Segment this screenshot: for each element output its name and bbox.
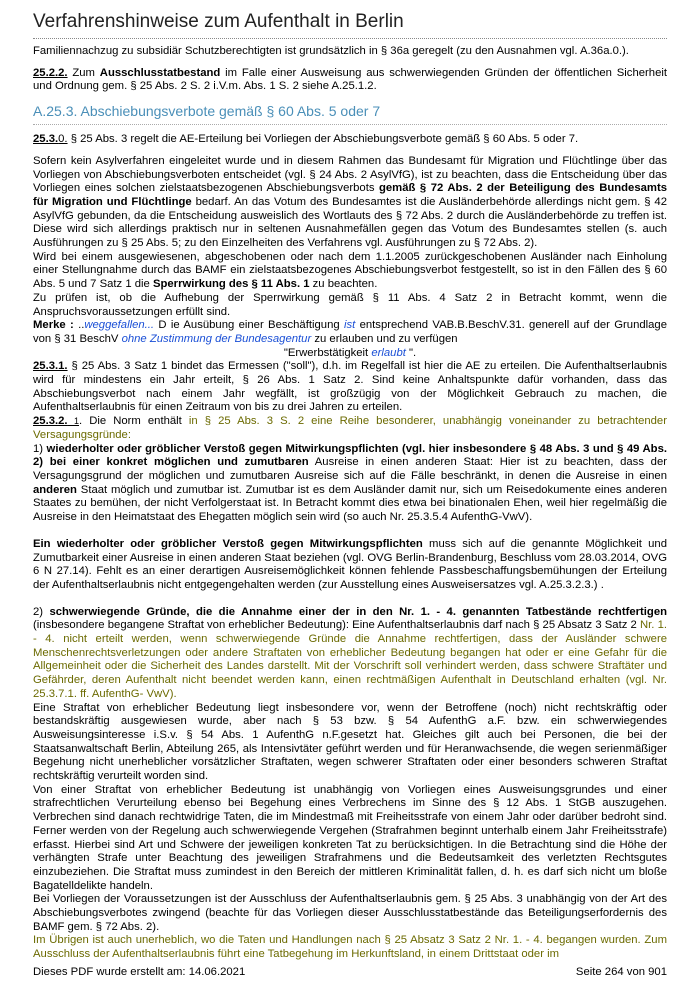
paragraph-familiennachzug: Familiennachzug zu subsidiär Schutzberechtigten ist grundsätzlich in § 36a geregelt (zu den Ausnahmen vgl. A.36a.0.). [33,45,629,57]
paragraph-sofern: Sofern kein Asylverfahren eingeleitet wurde und in diesem Rahmen das Bundesamt für Migration und Flüchtlinge über das Vorliegen von Abschiebungsverboten entscheidet (vgl. § 24 Abs. 2 AsylVfG), ist zu beachten, dass die Entscheidung über das Vorliegen eines solchen zielstaatsbezogenen Abschiebungsverbots gemäß § 72 Abs. 2 der Beteiligung des Bundesamts für Migration und Flüchtlinge bedarf. An das Votum des Bundesamtes ist die Ausländerbehörde allerdings nicht gem. § 42 AsylVfG gebunden, da die Entscheidung ausweislich des Wortlauts des § 72 Abs. 2 durch die Ausländerbehörde zu treffen ist. Diese wird sich allerdings praktisch nur in seltenen Ausnahmefällen gegen das Votum des Bundesamtes stellen (s. auch Ausführungen zu § 25 Abs. 5; zu den Einzelheiten des Verfahrens vgl. Ausführungen zu § 72 Abs. 2). [33,154,667,250]
paragraph-25-3-1: 25.3.1. § 25 Abs. 3 Satz 1 bindet das Ermessen ("soll"), d.h. im Regelfall ist hier die AE zu erteilen. Die Aufenthaltserlaubnis wird für mindestens ein Jahr erteilt, § 26 Abs. 1 Satz 2. Sind keine Anhaltspunkte dafür vorhanden, dass das Abschiebungsverbot nach einem Jahr wegfällt, ist großzügig von der Möglichkeit Gebrauch zu machen, die Aufenthaltserlaubnis für einen Zeitraum von bis zu drei Jahren zu erteilen. [33,360,667,414]
section-number: 25.2.2. [33,66,68,79]
paragraph-wird: Wird bei einem ausgewiesenen, abgeschobenen oder nach dem 1.1.2005 zurückgeschobenen Ausländer nach Einholung einer Stellungnahme durch das BAMF ein zielstaatsbezogenes Abschiebungsverbot festgestellt, so ist in den Fällen des § 60 Abs. 5 und 7 Satz 1 die Sperrwirkung des § 11 Abs. 1 zu beachten. [33,250,667,291]
document-body [33,45,667,962]
section-number: 25.3. [33,133,59,146]
document-page [33,10,667,962]
paragraph-merke: Merke : ..weggefallen... D ie Ausübung einer Beschäftigung ist entsprechend VAB.B.BeschV.31. generell auf der Grundlage von § 31 BeschV ohne Zustimmung der Bundesagentur zu erlauben und zu verfügen "Erwerbstätigkeit erlaubt ". [33,319,667,359]
page-title: Verfahrenshinweise zum Aufenthalt in Berlin [33,10,667,39]
paragraph-im-uebrigen: Im Übrigen ist auch unerheblich, wo die Taten und Handlungen nach § 25 Absatz 3 Satz 2 Nr. 1. - 4. begangen wurden. Zum Ausschluss der Aufenthaltserlaubnis führt eine Tatbegehung im Herkunftsland, in einem Drittstaat oder im [33,934,667,961]
paragraph-25-2-2: 25.2.2. Zum Ausschlusstatbestand im Falle einer Ausweisung aus schwerwiegenden Gründen der öffentlichen Sicherheit und Ordnung gem. § 25 Abs. 2 S. 2 i.V.m. Abs. 1 S. 2 siehe A.25.1.2. [33,66,667,93]
paragraph-25-3-0: 25.3.0. § 25 Abs. 3 regelt die AE-Erteilung bei Vorliegen der Abschiebungsverbote gemäß § 60 Abs. 5 oder 7. [33,133,579,146]
section-heading: A.25.3. Abschiebungsverbote gemäß § 60 Abs. 5 oder 7 [33,102,667,125]
paragraph-item-2: 2) schwerwiegende Gründe, die die Annahme einer der in den Nr. 1. - 4. genannten Tatbestände rechtfertigen (insbesondere begangene Straftat von erheblicher Bedeutung): Eine Aufenthaltserlaubnis darf nach § 25 Absatz 3 Satz 2 Nr. 1. - 4. nicht erteilt werden, wenn schwerwiegende Gründe die Annahme rechtfertigen, dass der Ausländer schwere Menschenrechtsverletzungen oder andere Straftaten von erheblicher Bedeutung begangen hat oder er eine Gefahr für die Allgemeinheit oder die Sicherheit des Landes darstellt. Mit der Vorschrift soll verhindert werden, dass schwere Straftäter und Gefährder, deren Aufenthalt nicht beendet werden kann, einen rechtmäßigen Aufenthalt in Deutschland erhalten (vgl. Nr. 25.3.7.1. ff. AufenthG- VwV). [33,605,668,700]
section-number: 25.3.2. [33,415,68,428]
paragraph-item-1: 1) wiederholter oder gröblicher Verstoß gegen Mitwirkungspflichten (vgl. hier insbesondere § 48 Abs. 3 und § 49 Abs. 2) bei einer konkret möglichen und zumutbaren Ausreise in einen anderen Staat: Hier ist zu beachten, dass der Versagungsgrund der möglichen und zumutbaren Ausreise sich auf die Fälle beschränkt, in denen die Ausreise in einen anderen Staat möglich und zumutbar ist. Zumutbar ist es dem Ausländer damit nur, sich um Reisedokumente eines anderen Staates zu bemühen, der nicht Verfolgerstaat ist. In Betracht kommt dies etwa bei binationalen Ehen, weil hier regelmäßig die Ausreise in den Heimatstaat des Ehegatten möglich sein wird (so auch Nr. 25.3.5.4 AufenthG-VwV). [33,442,668,524]
page-number: Seite 264 von 901 [575,966,667,978]
pdf-created-date: Dieses PDF wurde erstellt am: 14.06.2021 [33,966,246,978]
paragraph-bei-vorliegen: Bei Vorliegen der Voraussetzungen ist der Ausschluss der Aufenthaltserlaubnis gem. § 25 Abs. 3 unabhängig von der Art des Abschiebungsverbotes zwingend (beachte für das Vorliegen dieser Ausschlusstatbestände das Beteiligungserfordernis des BAMF gem. § 72 Abs. 2). [33,893,667,933]
paragraph-wiederholter-verstoss: Ein wiederholter oder gröblicher Verstoß gegen Mitwirkungspflichten muss sich auf die genannte Möglichkeit und Zumutbarkeit einer Ausreise in einen anderen Staat beziehen (vgl. OVG Berlin-Brandenburg, Beschluss vom 28.03.2014, OVG 6 N 27.14). Fehlt es an einer derartigen Ausreisemöglichkeit können fehlende Passbeschaffungsbemühungen der Erteilung der Aufenthaltserlaubnis nicht entgegengehalten werden (zur Ausstellung eines Ausweisersatzes vgl. A.25.3.2.3.) . [33,537,667,591]
page-footer [33,966,667,978]
section-number: 25.3.1. [33,360,68,373]
merke-quote: "Erwerbstätigkeit erlaubt ". [283,346,417,359]
paragraph-zu-pruefen: Zu prüfen ist, ob die Aufhebung der Sperrwirkung gemäß § 11 Abs. 4 Satz 2 in Betracht kommt, wenn die Anspruchsvoraussetzungen erfüllt sind. [33,291,667,318]
paragraph-25-3-2: 25.3.2. 1. Die Norm enthält in § 25 Abs. 3 S. 2 eine Reihe besonderer, unabhängig voneinander zu betrachtender Versagungsgründe: [33,415,667,441]
paragraph-von-einer-straftat: Von einer Straftat von erheblicher Bedeutung ist unabhängig von Vorliegen eines Ausweisungsgrundes und einer strafrechtlichen Verurteilung ebenso bei Begehung eines Verbrechens im Sinne des § 12 Abs. 1 StGB auszugehen. Verbrechen sind danach rechtwidrige Taten, die im Mindestmaß mit Freiheitsstrafe von einem Jahr oder darüber bedroht sind. Ferner werden von der Regelung auch schwerwiegende Vergehen (Strafrahmen beginnt unterhalb einem Jahr Freiheitsstrafe) erfasst. Hierbei sind Art und Schwere der jeweiligen konkreten Tat zu berücksichtigen. In die Betrachtung sind die Höhe der verhängten Strafe unter Beachtung des jeweiligen Strafrahmens und die Bedeutsamkeit des verletzten Rechtsgutes einzubeziehen. Die Straftat muss zumindest in den Bereich der mittleren Kriminalität fallen, d. h. es darf sich nicht um bloße Bagatelldelikte handeln. [33,783,667,892]
paragraph-straftat: Eine Straftat von erheblicher Bedeutung liegt insbesondere vor, wenn der Betroffene (noch) nicht rechtskräftig oder bestandskräftig ausgewiesen wurde, aber nach § 53 bzw. § 54 AufenthG a.F. bzw. ein schwerwiegendes Ausweisungsinteresse i.S.v. § 54 Abs. 1 AufenthG n.F.gesetzt hat. Gleiches gilt auch bei Personen, die bei der Staatsanwaltschaft Berlin, Abteilung 265, als Intensivtäter geführt werden und für Heranwachsende, die wegen serienmäßiger Begehung nicht unerheblicher vorsätzlicher Straftaten, wegen schwerer Straftaten oder einer besonders schweren Straftat rechtskräftig verurteilt worden sind. [33,701,667,783]
